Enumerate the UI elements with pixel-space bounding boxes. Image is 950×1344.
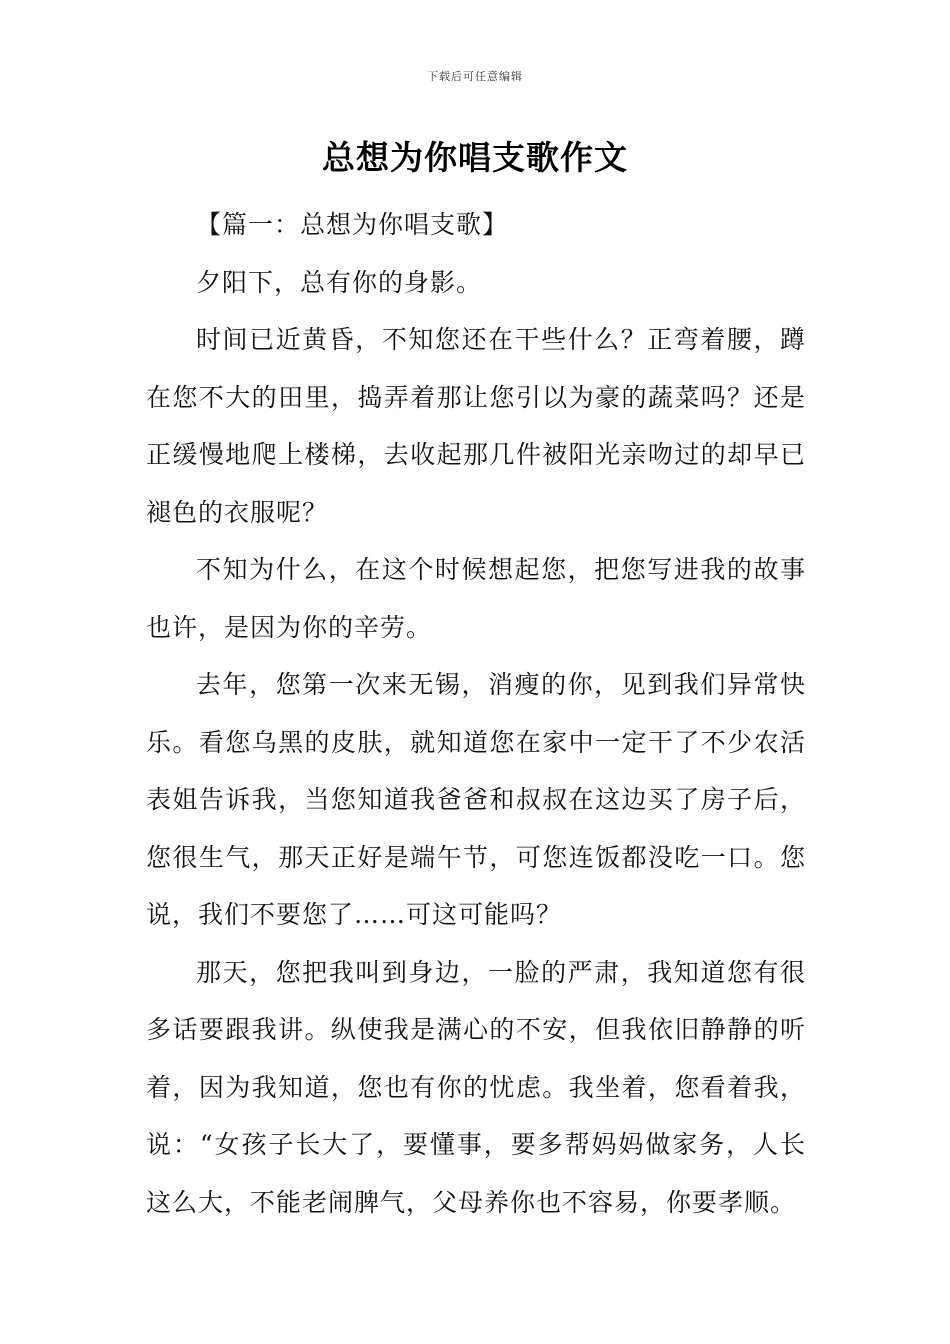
- paragraph: 那天，您把我叫到身边，一脸的严肃，我知道您有很多话要跟我讲。纵使我是满心的不安，但我依旧静静的听着，因为我知道，您也有你的忧虑。我坐着，您看着我，说：“女孩子长大了，要懂事，要多帮妈妈做家务，人长这么大，不能老闹脾气，父母养你也不容易，你要孝顺。: [146, 957, 806, 1217]
- document-body: [146, 196, 806, 1231]
- section-heading: 【篇一：总想为你唱支歌】: [196, 210, 509, 239]
- header-note: 下载后可任意编辑: [427, 70, 523, 83]
- paragraph: 去年，您第一次来无锡，消瘦的你，见到我们异常快乐。看您乌黑的皮肤，就知道您在家中一定干了不少农活表姐告诉我，当您知道我爸爸和叔叔在这边买了房子后，您很生气，那天正好是端午节，可您连饭都没吃一口。您说，我们不要您了……可这可能吗？: [146, 670, 806, 929]
- document-title: 总想为你唱支歌作文: [322, 138, 628, 177]
- paragraph: 夕阳下，总有你的身影。: [196, 267, 483, 297]
- paragraph: 不知为什么，在这个时候想起您，把您写进我的故事也许，是因为你的辛劳。: [146, 555, 806, 642]
- paragraph: 时间已近黄昏，不知您还在干些什么？正弯着腰，蹲在您不大的田里，捣弄着那让您引以为豪的蔬菜吗？还是正缓慢地爬上楼梯，去收起那几件被阳光亲吻过的却早已褪色的衣服呢？: [146, 325, 806, 527]
